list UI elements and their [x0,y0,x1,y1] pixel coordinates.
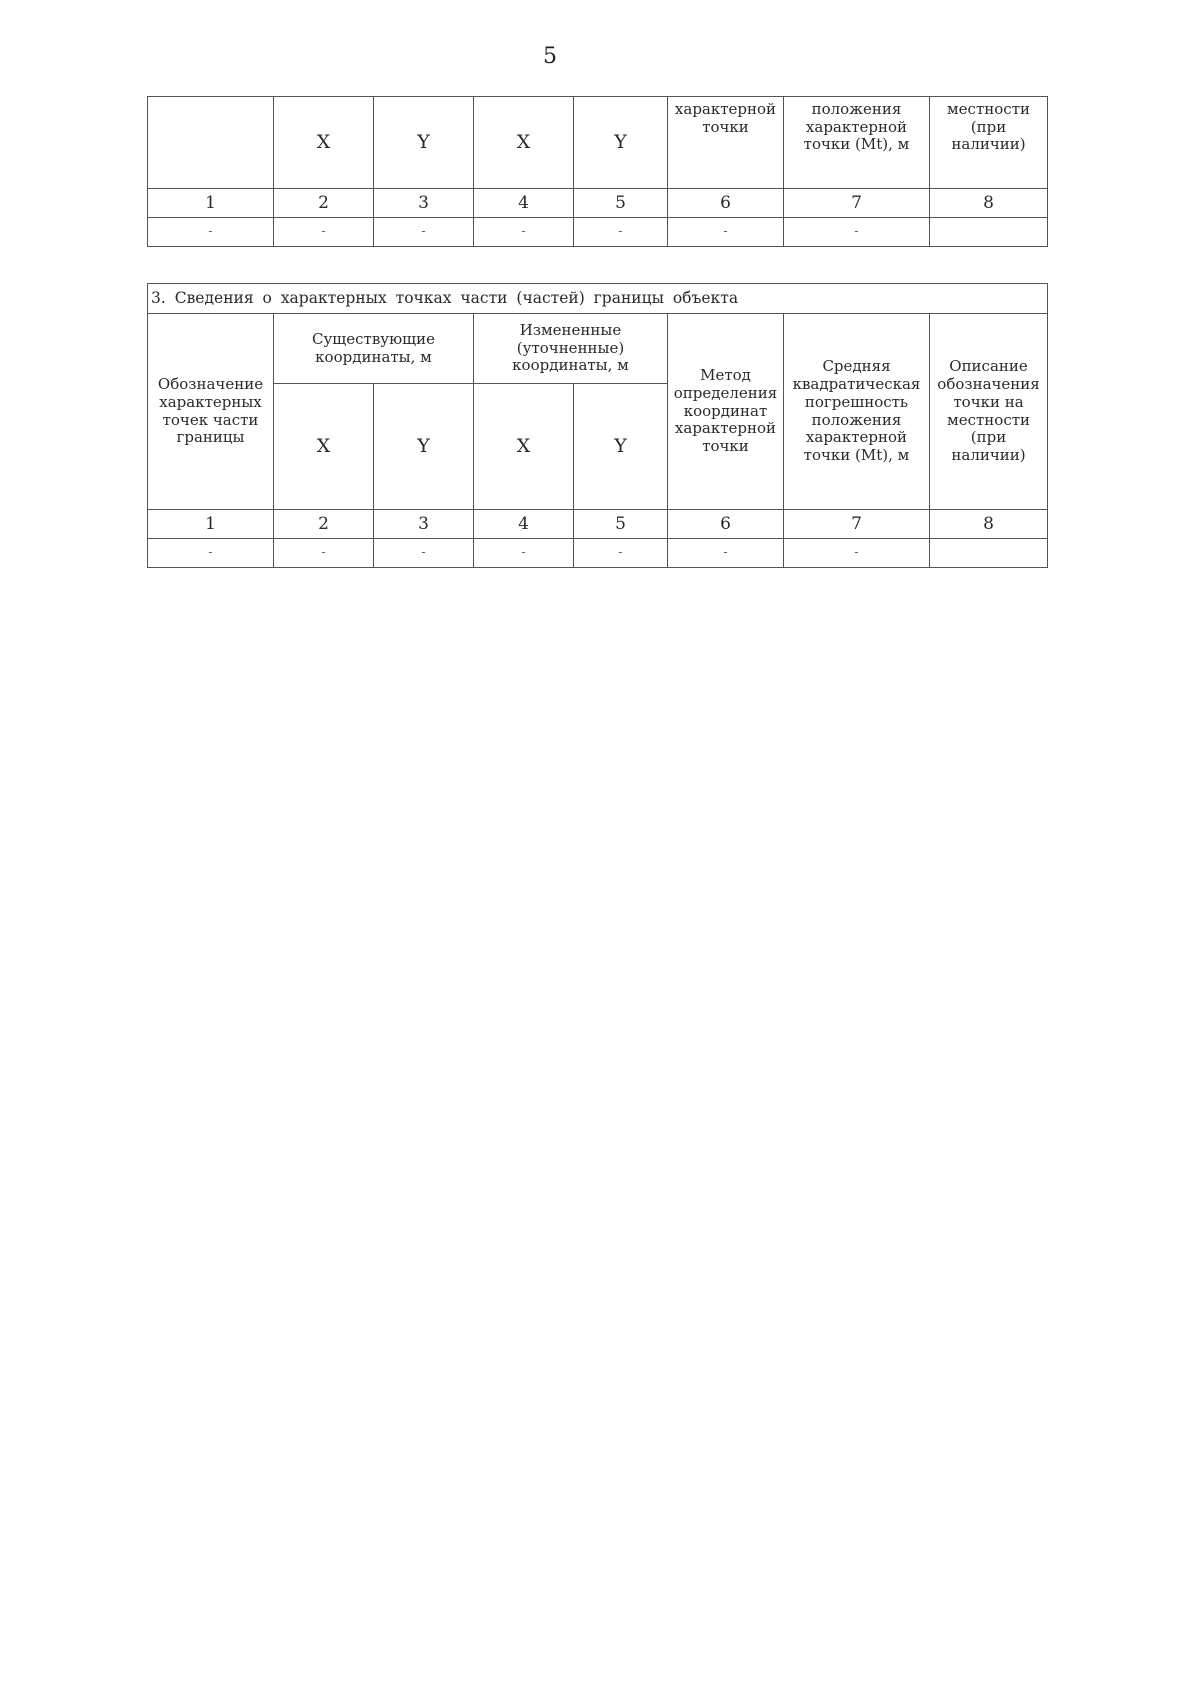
header-existing-coords: Существующие координаты, м [274,314,474,384]
table-cell: - [148,539,274,568]
column-number: 6 [668,189,784,218]
column-number: 3 [374,189,474,218]
table-cell: - [474,218,574,247]
boundary-points-table-continuation [147,96,1048,247]
column-number: 8 [930,510,1048,539]
column-number: 2 [274,189,374,218]
section-3-table [147,283,1048,568]
table-cell [930,539,1048,568]
column-number-row [148,510,1048,539]
column-number: 5 [574,510,668,539]
table-cell: - [784,218,930,247]
column-number: 2 [274,510,374,539]
table-cell: - [274,218,374,247]
column-number: 8 [930,189,1048,218]
header-existing-y: Y [374,97,474,189]
table-cell: - [474,539,574,568]
header-method: Метод определения координат характерной точки [668,314,784,510]
section-title-row [148,284,1048,314]
column-number: 5 [574,189,668,218]
column-number: 1 [148,189,274,218]
header-error-continued: положения характерной точки (Mt), м [784,97,930,189]
column-number: 4 [474,189,574,218]
section-3-title: 3. Сведения о характерных точках части (частей) границы объекта [148,284,1048,314]
table-cell: - [574,539,668,568]
header-existing-x: X [274,97,374,189]
table-cell: - [668,218,784,247]
header-method-continued: характерной точки [668,97,784,189]
header-changed-y: Y [574,384,668,510]
column-number: 7 [784,510,930,539]
table-cell: - [274,539,374,568]
table-row [148,218,1048,247]
header-changed-x: X [474,97,574,189]
header-designation: Обозначение характерных точек части границы [148,314,274,510]
column-number: 4 [474,510,574,539]
header-changed-x: X [474,384,574,510]
column-number: 1 [148,510,274,539]
column-number: 6 [668,510,784,539]
table-cell: - [784,539,930,568]
table-cell: - [374,539,474,568]
header-description: Описание обозначения точки на местности (при наличии) [930,314,1048,510]
table-cell: - [148,218,274,247]
table-cell [930,218,1048,247]
header-changed-coords: Измененные (уточненные) координаты, м [474,314,668,384]
header-description-continued: местности (при наличии) [930,97,1048,189]
header-error: Средняя квадратическая погрешность положения характерной точки (Mt), м [784,314,930,510]
column-number: 3 [374,510,474,539]
table-cell: - [574,218,668,247]
table-cell: - [668,539,784,568]
header-row [148,314,1048,384]
header-row [148,97,1048,189]
header-existing-y: Y [374,384,474,510]
table-row [148,539,1048,568]
table-cell: - [374,218,474,247]
header-changed-y: Y [574,97,668,189]
column-number-row [148,189,1048,218]
header-existing-x: X [274,384,374,510]
column-number: 7 [784,189,930,218]
header-cell-blank [148,97,274,189]
page-number: 5 [543,44,557,69]
